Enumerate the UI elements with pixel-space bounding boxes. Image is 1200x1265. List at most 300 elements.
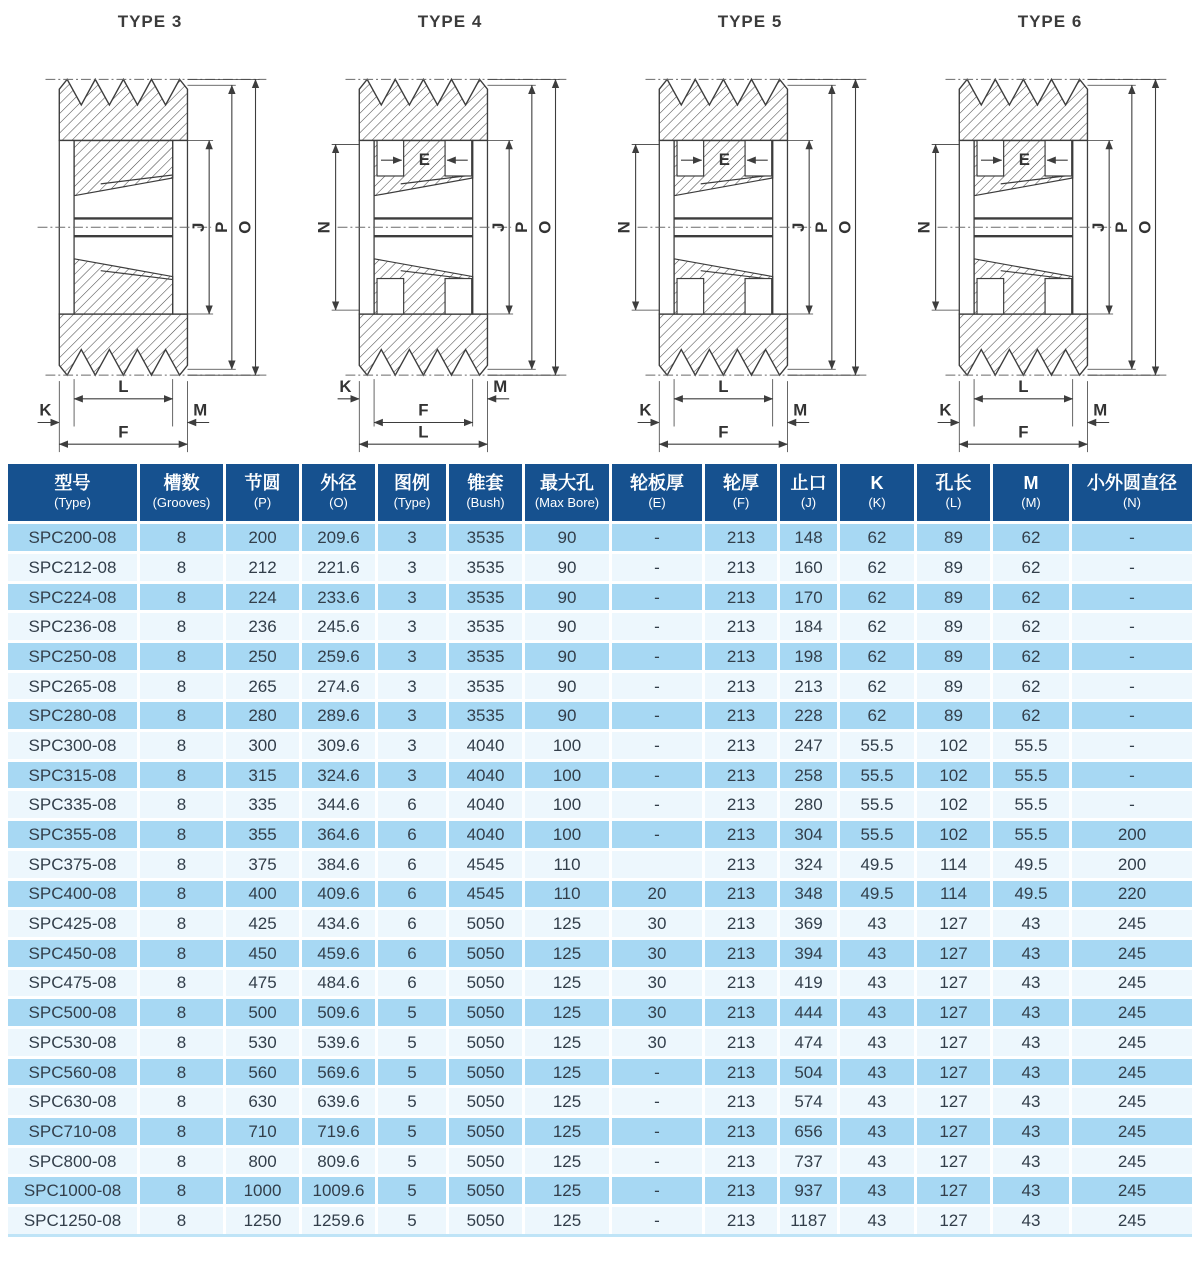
table-cell: 247: [780, 729, 840, 759]
table-cell: 43: [840, 996, 917, 1026]
column-header: [917, 464, 993, 521]
table-cell: 719.6: [302, 1115, 378, 1145]
table-cell: -: [612, 759, 705, 789]
pulley-cross-section-drawing: [0, 34, 300, 458]
table-cell: SPC265-08: [8, 670, 140, 700]
dim-label-inner: L: [118, 376, 129, 396]
table-cell: 125: [525, 1204, 612, 1234]
table-cell: 114: [917, 848, 993, 878]
column-header-zh: 槽数: [163, 473, 200, 493]
table-cell: SPC250-08: [8, 640, 140, 670]
table-cell: 5050: [449, 1056, 525, 1086]
column-header-zh: 锥套: [467, 473, 504, 493]
table-cell: 344.6: [302, 788, 378, 818]
dim-label-inner: F: [418, 400, 429, 420]
table-cell: 539.6: [302, 1026, 378, 1056]
table-cell: 3535: [449, 581, 525, 611]
table-cell: 184: [780, 610, 840, 640]
table-cell: 560: [226, 1056, 302, 1086]
table-cell: 62: [993, 551, 1072, 581]
table-cell: 43: [993, 1115, 1072, 1145]
dim-label-K: K: [939, 400, 952, 420]
table-cell: -: [612, 729, 705, 759]
column-header-zh: 止口: [790, 473, 827, 493]
column-header-en: (Type): [54, 495, 91, 511]
dim-label-K: K: [339, 376, 352, 396]
table-cell: 5: [378, 1145, 449, 1175]
table-cell: 62: [840, 551, 917, 581]
table-cell: 6: [378, 967, 449, 997]
table-cell: -: [612, 1056, 705, 1086]
table-cell: [612, 848, 705, 878]
table-cell: 450: [226, 937, 302, 967]
dim-label-P: P: [511, 221, 531, 233]
table-row: [8, 729, 1192, 759]
table-cell: 3: [378, 551, 449, 581]
table-row: [8, 818, 1192, 848]
table-cell: 474: [780, 1026, 840, 1056]
table-cell: 213: [705, 1145, 780, 1175]
table-cell: 100: [525, 788, 612, 818]
table-cell: 127: [917, 1115, 993, 1145]
table-cell: 213: [705, 878, 780, 908]
dim-label-O: O: [835, 220, 855, 234]
table-cell: 102: [917, 759, 993, 789]
table-cell: 3535: [449, 699, 525, 729]
table-cell: 530: [226, 1026, 302, 1056]
table-row: [8, 1056, 1192, 1086]
table-row: [8, 699, 1192, 729]
table-cell: 800: [226, 1145, 302, 1175]
table-cell: 5: [378, 1056, 449, 1086]
table-cell: 8: [140, 1174, 226, 1204]
table-cell: SPC400-08: [8, 878, 140, 908]
column-header-zh: M: [1023, 473, 1039, 493]
table-cell: 89: [917, 521, 993, 551]
table-cell: 258: [780, 759, 840, 789]
table-cell: -: [1072, 581, 1192, 611]
table-cell: 5050: [449, 996, 525, 1026]
table-cell: 125: [525, 907, 612, 937]
table-cell: -: [1072, 521, 1192, 551]
table-cell: 5: [378, 996, 449, 1026]
table-cell: 114: [917, 878, 993, 908]
column-header-en: (Type): [393, 495, 431, 511]
table-cell: 630: [226, 1085, 302, 1115]
dim-label-N: N: [614, 221, 634, 234]
table-cell: 89: [917, 670, 993, 700]
table-cell: 90: [525, 670, 612, 700]
table-cell: 3535: [449, 551, 525, 581]
table-cell: 170: [780, 581, 840, 611]
table-cell: 245: [1072, 1115, 1192, 1145]
table-cell: 8: [140, 996, 226, 1026]
table-cell: 280: [780, 788, 840, 818]
table-cell: 245: [1072, 1026, 1192, 1056]
table-cell: 148: [780, 521, 840, 551]
table-cell: 213: [705, 729, 780, 759]
table-row: [8, 670, 1192, 700]
dim-label-outer: F: [118, 422, 129, 442]
table-cell: 8: [140, 907, 226, 937]
table-cell: 90: [525, 699, 612, 729]
table-cell: -: [612, 640, 705, 670]
table-cell: SPC425-08: [8, 907, 140, 937]
table-cell: SPC355-08: [8, 818, 140, 848]
table-cell: 62: [993, 610, 1072, 640]
table-cell: 55.5: [840, 818, 917, 848]
table-cell: 55.5: [993, 818, 1072, 848]
table-cell: -: [612, 818, 705, 848]
table-cell: 125: [525, 1115, 612, 1145]
table-cell: -: [1072, 670, 1192, 700]
column-header: [302, 464, 378, 521]
table-cell: 43: [993, 1085, 1072, 1115]
table-cell: 384.6: [302, 848, 378, 878]
table-cell: SPC560-08: [8, 1056, 140, 1086]
column-header: [993, 464, 1072, 521]
table-cell: 8: [140, 581, 226, 611]
table-cell: 127: [917, 1174, 993, 1204]
table-cell: 6: [378, 818, 449, 848]
table-cell: 259.6: [302, 640, 378, 670]
table-cell: 8: [140, 1056, 226, 1086]
table-cell: SPC280-08: [8, 699, 140, 729]
table-cell: SPC200-08: [8, 521, 140, 551]
table-row: [8, 967, 1192, 997]
table-cell: 125: [525, 1145, 612, 1175]
table-cell: -: [1072, 610, 1192, 640]
table-row: [8, 996, 1192, 1026]
table-cell: 8: [140, 848, 226, 878]
table-cell: 809.6: [302, 1145, 378, 1175]
table-cell: 937: [780, 1174, 840, 1204]
table-cell: 504: [780, 1056, 840, 1086]
table-cell: 89: [917, 699, 993, 729]
table-cell: 245: [1072, 1204, 1192, 1234]
table-cell: -: [1072, 788, 1192, 818]
table-cell: 127: [917, 1145, 993, 1175]
table-cell: 5: [378, 1026, 449, 1056]
table-cell: 125: [525, 937, 612, 967]
table-cell: 3: [378, 729, 449, 759]
table-row: [8, 1174, 1192, 1204]
pulley-cross-section-drawing: [900, 34, 1200, 458]
table-cell: 213: [705, 1026, 780, 1056]
table-cell: 43: [993, 1056, 1072, 1086]
table-cell: 127: [917, 907, 993, 937]
table-cell: 8: [140, 640, 226, 670]
table-cell: 213: [705, 1115, 780, 1145]
table-cell: 6: [378, 848, 449, 878]
diagram-title: TYPE 3: [117, 12, 183, 31]
table-cell: 335: [226, 788, 302, 818]
table-cell: 274.6: [302, 670, 378, 700]
table-cell: 4545: [449, 878, 525, 908]
table-cell: 236: [226, 610, 302, 640]
table-cell: 43: [993, 907, 1072, 937]
column-header-zh: 型号: [54, 473, 91, 493]
table-cell: 30: [612, 1026, 705, 1056]
table-cell: 62: [840, 521, 917, 551]
dim-label-outer: F: [1018, 422, 1029, 442]
column-header-en: (J): [800, 495, 817, 511]
table-cell: 639.6: [302, 1085, 378, 1115]
table-cell: 5050: [449, 1145, 525, 1175]
table-cell: 90: [525, 551, 612, 581]
column-header-en: (E): [648, 495, 666, 511]
table-cell: 90: [525, 610, 612, 640]
table-cell: 1000: [226, 1174, 302, 1204]
table-cell: 43: [993, 937, 1072, 967]
table-cell: 213: [705, 788, 780, 818]
dim-label-O: O: [235, 220, 255, 234]
dim-label-K: K: [639, 400, 652, 420]
table-cell: 200: [1072, 848, 1192, 878]
table-cell: 400: [226, 878, 302, 908]
pulley-cross-section-drawing: [600, 34, 900, 458]
table-cell: 3: [378, 670, 449, 700]
table-cell: SPC1250-08: [8, 1204, 140, 1234]
table-cell: 89: [917, 581, 993, 611]
table-cell: SPC212-08: [8, 551, 140, 581]
table-cell: 574: [780, 1085, 840, 1115]
table-cell: 43: [993, 1204, 1072, 1234]
table-cell: 213: [705, 1085, 780, 1115]
table-cell: 55.5: [840, 759, 917, 789]
table-cell: 300: [226, 729, 302, 759]
dim-label-P: P: [1111, 221, 1131, 233]
column-header-zh: 轮板厚: [630, 473, 684, 493]
table-cell: 419: [780, 967, 840, 997]
table-cell: 55.5: [993, 788, 1072, 818]
table-cell: 4040: [449, 818, 525, 848]
table-cell: SPC500-08: [8, 996, 140, 1026]
column-header-zh: 孔长: [935, 473, 972, 493]
table-cell: 213: [705, 699, 780, 729]
table-cell: 3: [378, 640, 449, 670]
table-cell: 127: [917, 1085, 993, 1115]
table-cell: 5: [378, 1174, 449, 1204]
table-row: [8, 907, 1192, 937]
column-header: [378, 464, 449, 521]
diagram-panel-type-4: [300, 0, 600, 464]
table-cell: 5050: [449, 1026, 525, 1056]
table-cell: 49.5: [840, 878, 917, 908]
table-cell: 110: [525, 848, 612, 878]
spec-table-wrap: [0, 464, 1200, 1237]
dim-label-J: J: [1089, 222, 1109, 232]
table-cell: 245: [1072, 1174, 1192, 1204]
column-header-zh: 图例: [394, 473, 430, 493]
table-cell: 213: [705, 818, 780, 848]
column-header: [780, 464, 840, 521]
table-cell: 213: [705, 670, 780, 700]
column-header-en: (Grooves): [152, 495, 211, 511]
table-cell: -: [612, 610, 705, 640]
table-row: [8, 551, 1192, 581]
table-cell: 569.6: [302, 1056, 378, 1086]
column-header: [1072, 464, 1192, 521]
dim-label-O: O: [535, 220, 555, 234]
table-cell: 233.6: [302, 581, 378, 611]
table-cell: 62: [840, 670, 917, 700]
table-row: [8, 759, 1192, 789]
diagram-title: TYPE 4: [417, 12, 483, 31]
table-cell: -: [612, 670, 705, 700]
table-cell: -: [1072, 699, 1192, 729]
table-cell: 90: [525, 640, 612, 670]
pulley-cross-section-drawing: [300, 34, 600, 458]
dim-label-M: M: [493, 376, 508, 396]
table-cell: 3535: [449, 640, 525, 670]
table-cell: 1250: [226, 1204, 302, 1234]
table-cell: 102: [917, 729, 993, 759]
diagrams-row: [0, 0, 1200, 464]
dim-label-inner: L: [718, 376, 729, 396]
table-cell: 43: [840, 1204, 917, 1234]
table-cell: 8: [140, 788, 226, 818]
table-cell: 213: [705, 907, 780, 937]
table-cell: 127: [917, 996, 993, 1026]
table-cell: 6: [378, 907, 449, 937]
table-cell: 656: [780, 1115, 840, 1145]
table-cell: 100: [525, 729, 612, 759]
table-cell: 8: [140, 670, 226, 700]
table-cell: 737: [780, 1145, 840, 1175]
column-header-en: (L): [945, 495, 962, 511]
column-header: [525, 464, 612, 521]
column-header-zh: 轮厚: [723, 473, 759, 493]
table-cell: 8: [140, 1115, 226, 1145]
table-cell: 8: [140, 818, 226, 848]
table-cell: 100: [525, 759, 612, 789]
table-cell: -: [612, 788, 705, 818]
table-cell: -: [612, 1085, 705, 1115]
table-cell: 5050: [449, 1204, 525, 1234]
table-cell: 509.6: [302, 996, 378, 1026]
table-cell: 324: [780, 848, 840, 878]
table-cell: 3: [378, 610, 449, 640]
table-cell: 125: [525, 1026, 612, 1056]
table-cell: SPC710-08: [8, 1115, 140, 1145]
table-cell: 125: [525, 1085, 612, 1115]
table-cell: SPC800-08: [8, 1145, 140, 1175]
table-cell: 265: [226, 670, 302, 700]
table-cell: -: [1072, 551, 1192, 581]
table-cell: 8: [140, 967, 226, 997]
table-cell: 5050: [449, 1115, 525, 1145]
table-cell: 62: [840, 699, 917, 729]
table-row: [8, 1204, 1192, 1234]
table-cell: 4040: [449, 788, 525, 818]
table-cell: 220: [1072, 878, 1192, 908]
table-cell: 43: [840, 907, 917, 937]
table-cell: 3535: [449, 610, 525, 640]
table-cell: 43: [993, 1145, 1072, 1175]
column-header: [612, 464, 705, 521]
diagram-panel-type-6: [900, 0, 1200, 464]
table-cell: 289.6: [302, 699, 378, 729]
table-cell: 62: [993, 670, 1072, 700]
table-row: [8, 521, 1192, 551]
table-cell: -: [1072, 640, 1192, 670]
column-header-zh: 小外圆直径: [1087, 473, 1177, 493]
table-cell: 160: [780, 551, 840, 581]
header-row: [8, 464, 1192, 521]
table-cell: 213: [705, 759, 780, 789]
table-cell: 127: [917, 1056, 993, 1086]
table-cell: 500: [226, 996, 302, 1026]
column-header-en: (F): [732, 495, 750, 511]
table-cell: 62: [840, 581, 917, 611]
table-cell: 62: [993, 581, 1072, 611]
table-cell: 62: [993, 640, 1072, 670]
table-row: [8, 788, 1192, 818]
table-row: [8, 581, 1192, 611]
table-cell: 475: [226, 967, 302, 997]
table-cell: 245: [1072, 1056, 1192, 1086]
table-cell: 43: [840, 1085, 917, 1115]
table-cell: 62: [840, 610, 917, 640]
table-cell: 125: [525, 1174, 612, 1204]
table-cell: 375: [226, 848, 302, 878]
table-cell: 5: [378, 1204, 449, 1234]
table-cell: 55.5: [840, 788, 917, 818]
column-header: [705, 464, 780, 521]
table-cell: 55.5: [993, 729, 1072, 759]
dim-label-O: O: [1135, 220, 1155, 234]
table-cell: 8: [140, 610, 226, 640]
table-cell: 127: [917, 1204, 993, 1234]
dim-label-K: K: [39, 400, 52, 420]
table-body: [8, 521, 1192, 1234]
table-cell: 355: [226, 818, 302, 848]
table-cell: 5: [378, 1115, 449, 1145]
table-cell: 43: [993, 967, 1072, 997]
table-cell: 200: [226, 521, 302, 551]
table-cell: 43: [840, 967, 917, 997]
table-cell: 348: [780, 878, 840, 908]
table-cell: 8: [140, 1085, 226, 1115]
table-cell: 90: [525, 521, 612, 551]
table-cell: 8: [140, 699, 226, 729]
table-row: [8, 848, 1192, 878]
dim-label-J: J: [789, 222, 809, 232]
table-cell: 6: [378, 937, 449, 967]
table-cell: 4040: [449, 759, 525, 789]
table-cell: 5050: [449, 1085, 525, 1115]
table-cell: SPC450-08: [8, 937, 140, 967]
table-cell: 8: [140, 521, 226, 551]
dim-label-J: J: [189, 222, 209, 232]
column-header: [840, 464, 917, 521]
table-cell: 459.6: [302, 937, 378, 967]
table-cell: 125: [525, 996, 612, 1026]
table-cell: 89: [917, 640, 993, 670]
table-cell: 3535: [449, 521, 525, 551]
table-cell: 1187: [780, 1204, 840, 1234]
table-cell: SPC224-08: [8, 581, 140, 611]
table-cell: 49.5: [840, 848, 917, 878]
column-header-en: (P): [253, 495, 272, 511]
table-cell: 49.5: [993, 878, 1072, 908]
table-cell: 30: [612, 967, 705, 997]
table-cell: 5050: [449, 937, 525, 967]
table-cell: 8: [140, 1026, 226, 1056]
table-cell: -: [612, 1174, 705, 1204]
table-cell: 8: [140, 1145, 226, 1175]
